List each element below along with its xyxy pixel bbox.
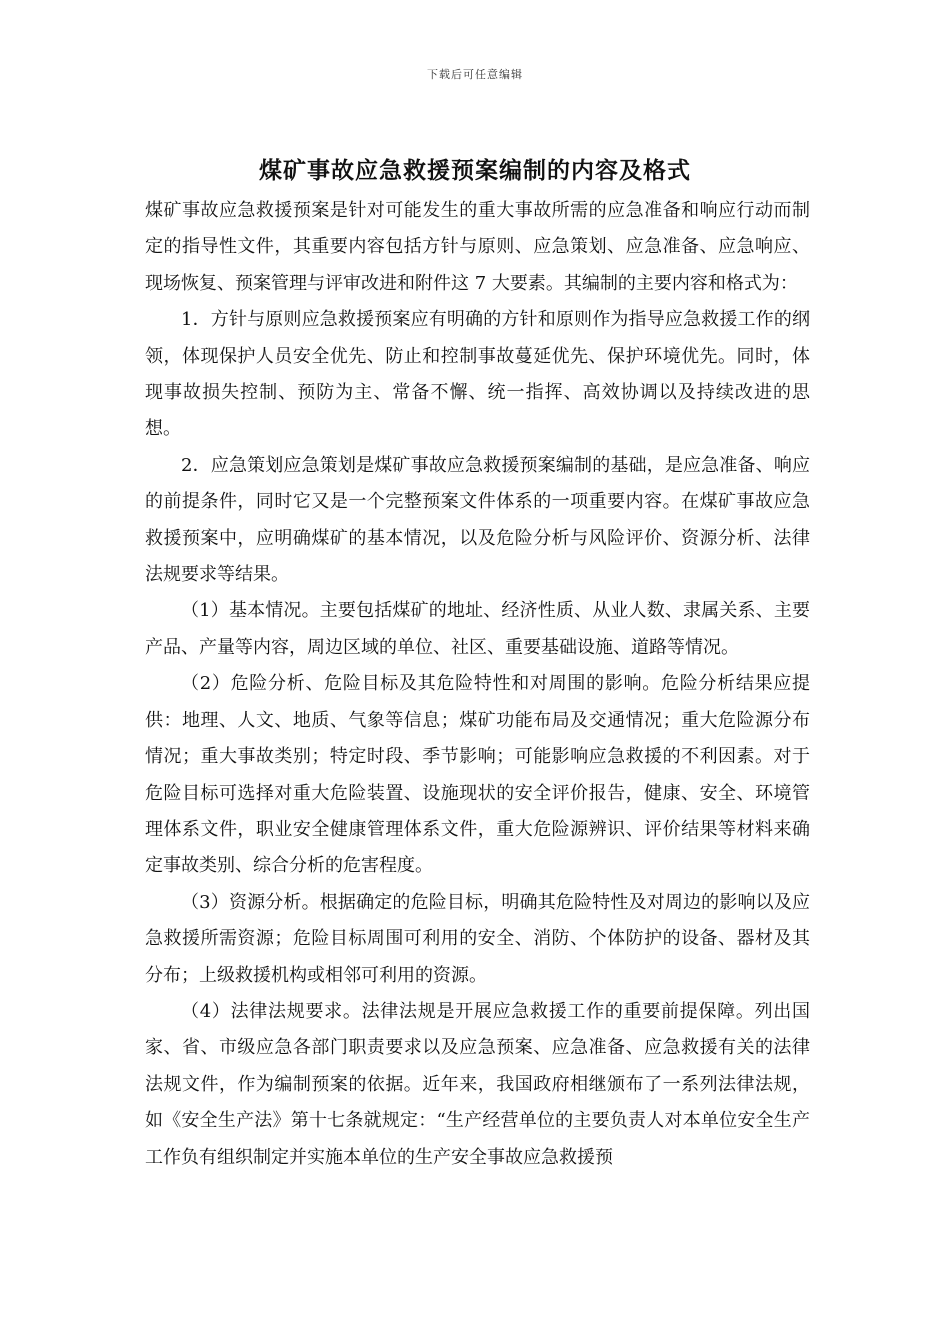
paragraph-item-1: （1）基本情况。主要包括煤矿的地址、经济性质、从业人数、隶属关系、主要产品、产量等内容，周边区域的单位、社区、重要基础设施、道路等情况。 xyxy=(145,600,810,658)
paragraph-section-2: 2．应急策划应急策划是煤矿事故应急救援预案编制的基础，是应急准备、响应的前提条件，同时它又是一个完整预案文件体系的一项重要内容。在煤矿事故应急救援预案中，应明确煤矿的基本情况，以及危险分析与风险评价、资源分析、法律法规要求等结果。 xyxy=(145,454,810,586)
header-note: 下载后可任意编辑 xyxy=(427,68,523,81)
document-body xyxy=(145,193,810,1176)
paragraph-item-4: （4）法律法规要求。法律法规是开展应急救援工作的重要前提保障。列出国家、省、市级应急各部门职责要求以及应急预案、应急准备、应急救援有关的法律法规文件，作为编制预案的依据。近年来，我国政府相继颁布了一系列法律法规，如《安全生产法》第十七条就规定：“生产经营单位的主要负责人对本单位安全生产工作负有组织制定并实施本单位的生产安全事故应急救援预 xyxy=(145,1000,810,1168)
paragraph-section-1: 1．方针与原则应急救援预案应有明确的方针和原则作为指导应急救援工作的纲领，体现保护人员安全优先、防止和控制事故蔓延优先、保护环境优先。同时，体现事故损失控制、预防为主、常备不懈、统一指挥、高效协调以及持续改进的思想。 xyxy=(145,309,810,440)
paragraph-intro: 煤矿事故应急救援预案是针对可能发生的重大事故所需的应急准备和响应行动而制定的指导性文件，其重要内容包括方针与原则、应急策划、应急准备、应急响应、现场恢复、预案管理与评审改进和附件这 7 大要素。其编制的主要内容和格式为： xyxy=(145,200,810,294)
paragraph-item-2: （2）危险分析、危险目标及其危险特性和对周围的影响。危险分析结果应提供：地理、人文、地质、气象等信息；煤矿功能布局及交通情况；重大危险源分布情况；重大事故类别；特定时段、季节影响；可能影响应急救援的不利因素。对于危险目标可选择对重大危险装置、设施现状的安全评价报告，健康、安全、环境管理体系文件，职业安全健康管理体系文件，重大危险源辨识、评价结果等材料来确定事故类别、综合分析的危害程度。 xyxy=(145,673,810,877)
document-title: 煤矿事故应急救援预案编制的内容及格式 xyxy=(259,157,691,184)
paragraph-item-3: （3）资源分析。根据确定的危险目标，明确其危险特性及对周边的影响以及应急救援所需资源；危险目标周围可利用的安全、消防、个体防护的设备、器材及其分布；上级救援机构或相邻可利用的资源。 xyxy=(145,891,810,986)
